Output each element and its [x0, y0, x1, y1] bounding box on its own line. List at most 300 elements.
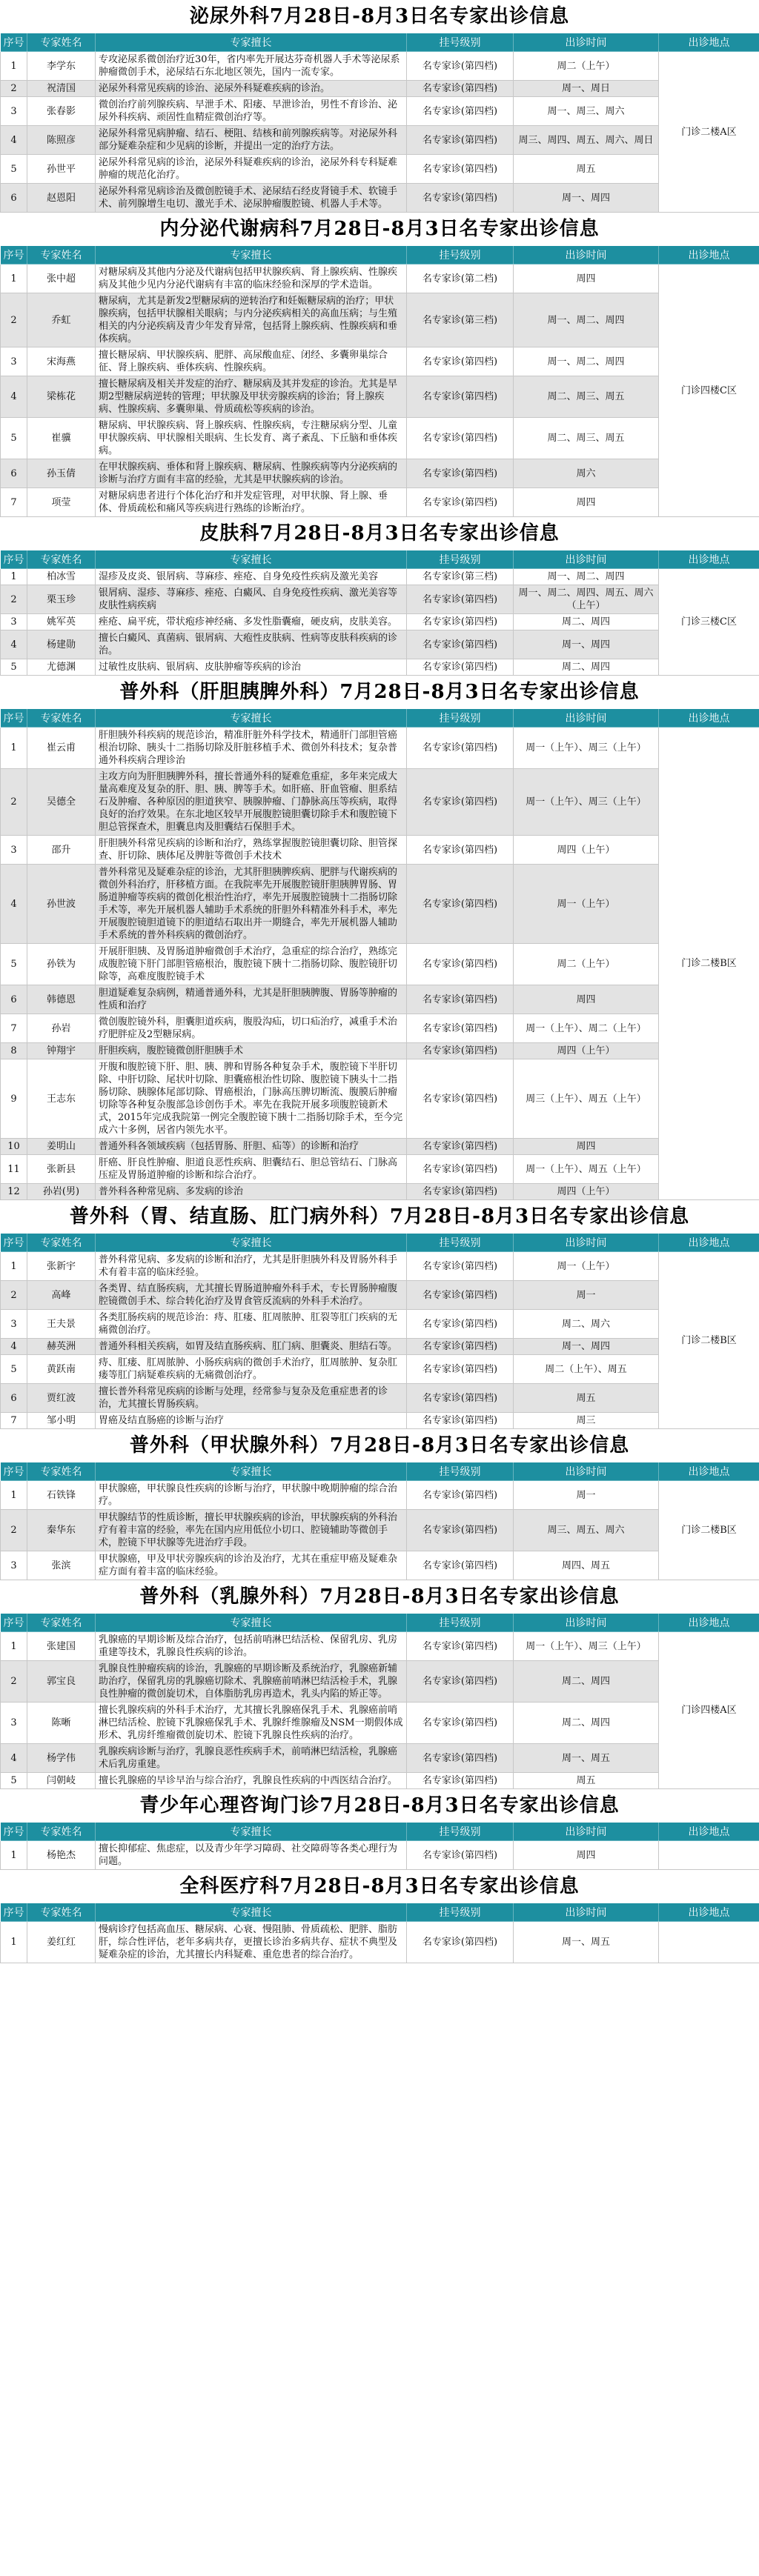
doctor-specialty: 微创治疗前列腺疾病、早泄手术、阳痿、早泄诊治，男性不育诊治、泌尿外科疾病、顽固性血精症微创治疗等。	[96, 97, 407, 126]
doctor-name: 孙岩(男)	[27, 1184, 96, 1200]
doctor-name: 闫朝岐	[27, 1773, 96, 1789]
registration-level: 名专家诊(第四档)	[407, 1155, 514, 1184]
doctor-specialty: 乳腺良性肿瘤疾病的诊治，乳腺癌的早期诊断及系统治疗，乳腺癌新辅助治疗，保留乳房的乳腺癌切除术、乳腺癌前哨淋巴结活检手术，乳腺良性肿瘤的微创旋切术，自体脂肪乳房再造术，乳头内陷的矫正等。	[96, 1661, 407, 1703]
table-row	[1, 459, 759, 488]
row-seq: 2	[1, 293, 27, 347]
header-level: 挂号级别	[407, 1614, 514, 1632]
table-row	[1, 184, 759, 213]
doctor-name: 孙铁为	[27, 944, 96, 985]
table-row	[1, 1155, 759, 1184]
doctor-specialty: 湿疹及皮炎、银屑病、荨麻疹、痤疮、自身免疫性疾病及激光美容	[96, 569, 407, 585]
registration-level: 名专家诊(第四档)	[407, 126, 514, 155]
clinic-time: 周一（上午）	[514, 865, 659, 944]
row-seq: 6	[1, 1384, 27, 1413]
doctor-name: 邹小明	[27, 1413, 96, 1429]
row-seq: 11	[1, 1155, 27, 1184]
clinic-location	[659, 1922, 759, 1963]
clinic-time: 周五	[514, 1773, 659, 1789]
header-location: 出诊地点	[659, 1234, 759, 1252]
table-row	[1, 1632, 759, 1661]
schedule-table	[0, 1903, 759, 1963]
doctor-name: 姜红红	[27, 1922, 96, 1963]
header-specialty: 专家擅长	[96, 1903, 407, 1922]
section-title: 普外科（甲状腺外科）7月28日-8月3日名专家出诊信息	[0, 1429, 759, 1462]
doctor-specialty: 银屑病、湿疹、荨麻疹、痤疮、白癜风、自身免疫性疾病、激光美容等皮肤性病疾病	[96, 585, 407, 614]
header-name: 专家姓名	[27, 1614, 96, 1632]
clinic-location	[659, 1841, 759, 1870]
row-seq: 6	[1, 985, 27, 1014]
registration-level: 名专家诊(第四档)	[407, 630, 514, 659]
row-seq: 3	[1, 836, 27, 865]
doctor-name: 高峰	[27, 1281, 96, 1310]
registration-level: 名专家诊(第四档)	[407, 1773, 514, 1789]
row-seq: 8	[1, 1043, 27, 1059]
header-seq: 序号	[1, 33, 27, 52]
registration-level: 名专家诊(第四档)	[407, 155, 514, 184]
row-seq: 5	[1, 1773, 27, 1789]
doctor-name: 张滨	[27, 1551, 96, 1580]
doctor-specialty: 甲状腺结节的性质诊断，擅长甲状腺疾病的诊治，甲状腺疾病的外科治疗有着丰富的经验，率先在国内应用低位小切口、腔镜辅助等微创手术，腔镜下甲状腺等先进治疗手段。	[96, 1510, 407, 1551]
header-time: 出诊时间	[514, 1823, 659, 1841]
doctor-name: 张建国	[27, 1632, 96, 1661]
registration-level: 名专家诊(第四档)	[407, 836, 514, 865]
header-seq: 序号	[1, 1462, 27, 1481]
header-seq: 序号	[1, 1614, 27, 1632]
doctor-specialty: 对糖尿病患者进行个体化治疗和并发症管理，对甲状腺、肾上腺、垂体、骨质疏松和痛风等疾病进行熟练的诊断治疗。	[96, 488, 407, 517]
registration-level: 名专家诊(第四档)	[407, 614, 514, 630]
row-seq: 7	[1, 1413, 27, 1429]
doctor-specialty: 微创腹腔镜外科，胆囊胆道疾病，腹股沟疝，切口疝治疗，减重手术治疗肥胖症及2型糖尿病。	[96, 1014, 407, 1043]
header-name: 专家姓名	[27, 550, 96, 569]
table-row	[1, 630, 759, 659]
clinic-time: 周二、周三、周五	[514, 376, 659, 418]
registration-level: 名专家诊(第四档)	[407, 1481, 514, 1510]
table-row	[1, 614, 759, 630]
doctor-specialty: 普外科常见及疑难杂症的诊治，尤其肝胆胰脾疾病、肥胖与代谢疾病的微创外科治疗，肝移植方面。在我院率先开展腹腔镜肝胆胰脾胃肠、胃肠道肿瘤等疾病的微创化根治性治疗，率先开展腹腔镜胰十二指肠切除手术等，率先开展机器人辅助手术系统的肝胆外科精准外科手术，率先开展腹腔镜胆道镜下的胆道结石取出并一期缝合，率先开展机器人辅助手术系统的普外科疾病的微创治疗。	[96, 865, 407, 944]
doctor-name: 黄跃南	[27, 1355, 96, 1384]
table-header	[1, 1614, 759, 1632]
table-row	[1, 1355, 759, 1384]
header-name: 专家姓名	[27, 33, 96, 52]
doctor-name: 孙玉倩	[27, 459, 96, 488]
clinic-time: 周五	[514, 155, 659, 184]
clinic-time: 周三、周五、周六	[514, 1510, 659, 1551]
table-header	[1, 709, 759, 728]
clinic-time: 周四	[514, 264, 659, 293]
schedule-table	[0, 33, 759, 213]
clinic-time: 周三（上午）、周五（上午）	[514, 1059, 659, 1139]
header-specialty: 专家擅长	[96, 709, 407, 728]
doctor-name: 姜明山	[27, 1139, 96, 1155]
header-level: 挂号级别	[407, 1823, 514, 1841]
table-row	[1, 1661, 759, 1703]
row-seq: 3	[1, 1703, 27, 1744]
row-seq: 12	[1, 1184, 27, 1200]
clinic-time: 周二、周六	[514, 1310, 659, 1339]
registration-level: 名专家诊(第三档)	[407, 293, 514, 347]
table-header	[1, 33, 759, 52]
registration-level: 名专家诊(第四档)	[407, 459, 514, 488]
doctor-specialty: 肝癌、肝良性肿瘤、胆道良恶性疾病、胆囊结石、胆总管结石、门脉高压症及胃肠道肿瘤的诊断和综合治疗。	[96, 1155, 407, 1184]
doctor-name: 柏冰雪	[27, 569, 96, 585]
clinic-time: 周四（上午）	[514, 836, 659, 865]
registration-level: 名专家诊(第四档)	[407, 865, 514, 944]
header-level: 挂号级别	[407, 1903, 514, 1922]
table-header	[1, 1903, 759, 1922]
registration-level: 名专家诊(第四档)	[407, 1310, 514, 1339]
doctor-specialty: 对糖尿病及其他内分泌及代谢病包括甲状腺疾病、肾上腺疾病、性腺疾病及其他少见内分泌代谢病有丰富的临床经验和深厚的学术造诣。	[96, 264, 407, 293]
clinic-time: 周一（上午）、周三（上午）	[514, 769, 659, 836]
table-row	[1, 1252, 759, 1281]
doctor-specialty: 在甲状腺疾病、垂体和肾上腺疾病、糖尿病、性腺疾病等内分泌疾病的诊断与治疗方面有丰富的经验，尤其是甲状腺疾病的诊治。	[96, 459, 407, 488]
table-row	[1, 585, 759, 614]
header-location: 出诊地点	[659, 550, 759, 569]
row-seq: 2	[1, 585, 27, 614]
doctor-name: 张中超	[27, 264, 96, 293]
table-row	[1, 1384, 759, 1413]
table-row	[1, 488, 759, 517]
table-row	[1, 1841, 759, 1870]
clinic-time: 周一（上午）、周二（上午）	[514, 1014, 659, 1043]
header-time: 出诊时间	[514, 246, 659, 264]
row-seq: 7	[1, 488, 27, 517]
registration-level: 名专家诊(第四档)	[407, 1043, 514, 1059]
doctor-name: 杨建勋	[27, 630, 96, 659]
doctor-name: 杨学伟	[27, 1744, 96, 1773]
registration-level: 名专家诊(第四档)	[407, 184, 514, 213]
doctor-name: 贾红波	[27, 1384, 96, 1413]
clinic-time: 周一（上午）、周三（上午）	[514, 1632, 659, 1661]
section-title: 普外科（乳腺外科）7月28日-8月3日名专家出诊信息	[0, 1580, 759, 1613]
registration-level: 名专家诊(第四档)	[407, 1059, 514, 1139]
table-row	[1, 1510, 759, 1551]
doctor-specialty: 普通外科相关疾病，如胃及结直肠疾病、肛门病、胆囊炎、胆结石等。	[96, 1339, 407, 1355]
table-row	[1, 836, 759, 865]
header-location: 出诊地点	[659, 1614, 759, 1632]
schedule-table	[0, 1233, 759, 1429]
doctor-name: 赫英洲	[27, 1339, 96, 1355]
doctor-specialty: 普通外科各领域疾病（包括胃肠、肝胆、疝等）的诊断和治疗	[96, 1139, 407, 1155]
clinic-time: 周一、周二、周四、周五、周六（上午）	[514, 585, 659, 614]
header-level: 挂号级别	[407, 550, 514, 569]
row-seq: 6	[1, 184, 27, 213]
doctor-specialty: 糖尿病，尤其是新发2型糖尿病的逆转治疗和妊娠糖尿病的治疗；甲状腺疾病，包括甲状腺相关眼病；与内分泌疾病相关的高血压病；与生殖相关的内分泌疾病及青少年发育异常，包括肾上腺疾病、性腺疾病和垂体疾病。	[96, 293, 407, 347]
registration-level: 名专家诊(第四档)	[407, 769, 514, 836]
table-row	[1, 1059, 759, 1139]
clinic-time: 周四、周五	[514, 1551, 659, 1580]
section-title: 青少年心理咨询门诊7月28日-8月3日名专家出诊信息	[0, 1789, 759, 1822]
header-level: 挂号级别	[407, 709, 514, 728]
doctor-specialty: 乳腺癌的早期诊断及综合治疗，包括前哨淋巴结活检、保留乳房、乳房重建等技术，乳腺良性疾病的诊治。	[96, 1632, 407, 1661]
header-level: 挂号级别	[407, 1462, 514, 1481]
row-seq: 1	[1, 569, 27, 585]
header-name: 专家姓名	[27, 1234, 96, 1252]
registration-level: 名专家诊(第四档)	[407, 1339, 514, 1355]
row-seq: 5	[1, 155, 27, 184]
clinic-location: 门诊二楼B区	[659, 1481, 759, 1580]
row-seq: 1	[1, 1481, 27, 1510]
registration-level: 名专家诊(第四档)	[407, 488, 514, 517]
clinic-time: 周四	[514, 1841, 659, 1870]
section-title: 泌尿外科7月28日-8月3日名专家出诊信息	[0, 0, 759, 33]
table-row	[1, 81, 759, 97]
header-name: 专家姓名	[27, 1903, 96, 1922]
table-row	[1, 126, 759, 155]
clinic-time: 周四（上午）	[514, 1184, 659, 1200]
header-name: 专家姓名	[27, 1462, 96, 1481]
clinic-time: 周二、周四	[514, 1661, 659, 1703]
doctor-name: 祝清国	[27, 81, 96, 97]
row-seq: 1	[1, 728, 27, 769]
header-specialty: 专家擅长	[96, 1614, 407, 1632]
clinic-time: 周二（上午）	[514, 944, 659, 985]
doctor-specialty: 专攻泌尿系微创治疗近30年，省内率先开展达芬奇机器人手术等泌尿系肿瘤微创手术，泌尿结石东北地区领先，国内一流专家。	[96, 52, 407, 81]
clinic-time: 周二、周三、周五	[514, 418, 659, 459]
doctor-name: 张春影	[27, 97, 96, 126]
doctor-specialty: 过敏性皮肤病、银屑病、皮肤肿瘤等疾病的诊治	[96, 659, 407, 676]
doctor-specialty: 擅长糖尿病及相关并发症的治疗、糖尿病及其并发症的诊治。尤其是早期2型糖尿病逆转的管理；甲状腺及甲状旁腺疾病的诊治；肾上腺疾病、性腺疾病、多囊卵巢、骨质疏松等疾病的诊治。	[96, 376, 407, 418]
header-seq: 序号	[1, 1234, 27, 1252]
doctor-specialty: 乳腺疾病诊断与治疗，乳腺良恶性疾病手术，前哨淋巴结活检，乳腺癌术后乳房重建。	[96, 1744, 407, 1773]
table-row	[1, 1744, 759, 1773]
registration-level: 名专家诊(第四档)	[407, 97, 514, 126]
header-specialty: 专家擅长	[96, 550, 407, 569]
clinic-time: 周一、周日	[514, 81, 659, 97]
row-seq: 1	[1, 1252, 27, 1281]
schedule-table	[0, 708, 759, 1200]
row-seq: 5	[1, 944, 27, 985]
row-seq: 3	[1, 347, 27, 376]
header-name: 专家姓名	[27, 1823, 96, 1841]
doctor-specialty: 擅长抑郁症、焦虑症，以及青少年学习障碍、社交障碍等各类心理行为问题。	[96, 1841, 407, 1870]
clinic-time: 周一、周三、周六	[514, 97, 659, 126]
doctor-name: 崔骥	[27, 418, 96, 459]
clinic-time: 周一、周五	[514, 1744, 659, 1773]
schedule-table	[0, 1822, 759, 1870]
doctor-name: 张新宇	[27, 1252, 96, 1281]
table-row	[1, 52, 759, 81]
clinic-time: 周四（上午）	[514, 1043, 659, 1059]
doctor-name: 乔虹	[27, 293, 96, 347]
doctor-name: 邵升	[27, 836, 96, 865]
header-location: 出诊地点	[659, 246, 759, 264]
doctor-specialty: 甲状腺癌，甲及甲状旁腺疾病的诊治及治疗，尤其在重症甲癌及疑难杂症方面有着丰富的临床经验。	[96, 1551, 407, 1580]
registration-level: 名专家诊(第四档)	[407, 728, 514, 769]
row-seq: 3	[1, 1310, 27, 1339]
clinic-location: 门诊二楼B区	[659, 728, 759, 1200]
header-name: 专家姓名	[27, 246, 96, 264]
doctor-name: 吴德全	[27, 769, 96, 836]
registration-level: 名专家诊(第四档)	[407, 1184, 514, 1200]
clinic-location: 门诊四楼C区	[659, 264, 759, 517]
table-header	[1, 1234, 759, 1252]
table-header	[1, 1823, 759, 1841]
doctor-specialty: 肝胆胰外科常见疾病的诊断和治疗，熟练掌握腹腔镜胆囊切除、胆管探查、肝切除、胰体尾及脾脏等微创手术技术	[96, 836, 407, 865]
table-row	[1, 155, 759, 184]
table-row	[1, 293, 759, 347]
doctor-name: 石铁锋	[27, 1481, 96, 1510]
doctor-specialty: 擅长白癜风、真菌病、银屑病、大疱性皮肤病、性病等皮肤科疾病的诊治。	[96, 630, 407, 659]
table-row	[1, 1551, 759, 1580]
registration-level: 名专家诊(第四档)	[407, 944, 514, 985]
doctor-name: 韩德恩	[27, 985, 96, 1014]
row-seq: 2	[1, 1510, 27, 1551]
clinic-time: 周一、周四	[514, 630, 659, 659]
table-row	[1, 1481, 759, 1510]
clinic-time: 周五	[514, 1384, 659, 1413]
row-seq: 1	[1, 1841, 27, 1870]
clinic-time: 周一（上午）、周三（上午）	[514, 728, 659, 769]
clinic-time: 周三、周四、周五、周六、周日	[514, 126, 659, 155]
registration-level: 名专家诊(第四档)	[407, 1744, 514, 1773]
clinic-time: 周一、周二、周四	[514, 569, 659, 585]
table-row	[1, 347, 759, 376]
row-seq: 5	[1, 1355, 27, 1384]
doctor-specialty: 擅长乳腺癌的早诊早治与综合治疗，乳腺良性疾病的中西医结合治疗。	[96, 1773, 407, 1789]
registration-level: 名专家诊(第四档)	[407, 1014, 514, 1043]
clinic-time: 周一（上午）、周五（上午）	[514, 1155, 659, 1184]
row-seq: 10	[1, 1139, 27, 1155]
row-seq: 3	[1, 97, 27, 126]
doctor-name: 李学东	[27, 52, 96, 81]
header-location: 出诊地点	[659, 1462, 759, 1481]
header-time: 出诊时间	[514, 1462, 659, 1481]
section-title: 全科医疗科7月28日-8月3日名专家出诊信息	[0, 1870, 759, 1903]
registration-level: 名专家诊(第四档)	[407, 1551, 514, 1580]
doctor-name: 崔云甫	[27, 728, 96, 769]
header-specialty: 专家擅长	[96, 1823, 407, 1841]
doctor-name: 钟翔宇	[27, 1043, 96, 1059]
clinic-time: 周一、周五	[514, 1922, 659, 1963]
row-seq: 4	[1, 630, 27, 659]
table-row	[1, 1413, 759, 1429]
registration-level: 名专家诊(第二档)	[407, 264, 514, 293]
clinic-time: 周一、周四	[514, 184, 659, 213]
row-seq: 2	[1, 1661, 27, 1703]
row-seq: 1	[1, 1922, 27, 1963]
row-seq: 5	[1, 418, 27, 459]
row-seq: 4	[1, 1339, 27, 1355]
table-header	[1, 550, 759, 569]
header-time: 出诊时间	[514, 1903, 659, 1922]
doctor-specialty: 泌尿外科常见病肿瘤、结石、梗阻、结核和前列腺疾病等。对泌尿外科部分疑难杂症和少见病的诊断，并提出一定的治疗方法。	[96, 126, 407, 155]
schedule-table	[0, 550, 759, 676]
doctor-specialty: 普外科常见病、多发病的诊断和治疗，尤其是肝胆胰外科及胃肠外科手术有着丰富的临床经验。	[96, 1252, 407, 1281]
doctor-name: 梁栋花	[27, 376, 96, 418]
table-row	[1, 1339, 759, 1355]
header-level: 挂号级别	[407, 1234, 514, 1252]
doctor-specialty: 痤疮、扁平疣，带状疱疹神经痛、多发性脂囊瘤，硬皮病，皮肤美容。	[96, 614, 407, 630]
doctor-name: 赵恩阳	[27, 184, 96, 213]
header-time: 出诊时间	[514, 550, 659, 569]
clinic-time: 周二、周四	[514, 659, 659, 676]
clinic-time: 周一	[514, 1281, 659, 1310]
table-row	[1, 1773, 759, 1789]
header-specialty: 专家擅长	[96, 246, 407, 264]
registration-level: 名专家诊(第四档)	[407, 1252, 514, 1281]
registration-level: 名专家诊(第四档)	[407, 81, 514, 97]
clinic-time: 周六	[514, 459, 659, 488]
header-specialty: 专家擅长	[96, 33, 407, 52]
doctor-specialty: 擅长乳腺疾病的外科手术治疗，尤其擅长乳腺癌保乳手术、乳腺癌前哨淋巴结活检、腔镜下乳腺癌保乳手术、乳腺纤维腺瘤及NSM一期假体成形术、乳房纤维瘤微创旋切术、腔镜下乳腺良性疾病的治疗。	[96, 1703, 407, 1744]
doctor-specialty: 肝胆胰外科疾病的规范诊治，精准肝脏外科学技术，精通肝门部胆管癌根治切除、胰头十二指肠切除及肝脏移植手术、微创外科技术；复杂普通外科疾病合理诊治	[96, 728, 407, 769]
doctor-name: 秦华东	[27, 1510, 96, 1551]
row-seq: 6	[1, 459, 27, 488]
schedule-table	[0, 1462, 759, 1580]
table-header	[1, 246, 759, 264]
clinic-time: 周二、周四	[514, 614, 659, 630]
doctor-specialty: 普外科各种常见病、多发病的诊治	[96, 1184, 407, 1200]
doctor-name: 张新县	[27, 1155, 96, 1184]
clinic-time: 周二、周四	[514, 1703, 659, 1744]
header-location: 出诊地点	[659, 709, 759, 728]
header-specialty: 专家擅长	[96, 1234, 407, 1252]
table-row	[1, 1922, 759, 1963]
registration-level: 名专家诊(第四档)	[407, 1703, 514, 1744]
doctor-name: 王志东	[27, 1059, 96, 1139]
doctor-specialty: 各类胃、结直肠疾病，尤其擅长胃肠道肿瘤外科手术，专长胃肠肿瘤腹腔镜微创手术、综合转化治疗及胃食管反流病的外科手术治疗。	[96, 1281, 407, 1310]
header-seq: 序号	[1, 246, 27, 264]
clinic-time: 周四	[514, 488, 659, 517]
row-seq: 3	[1, 614, 27, 630]
doctor-name: 王夫景	[27, 1310, 96, 1339]
table-row	[1, 659, 759, 676]
doctor-specialty: 甲状腺癌，甲状腺良性疾病的诊断与治疗，甲状腺中晚期肿瘤的综合治疗。	[96, 1481, 407, 1510]
registration-level: 名专家诊(第四档)	[407, 659, 514, 676]
doctor-name: 姚军英	[27, 614, 96, 630]
registration-level: 名专家诊(第四档)	[407, 1355, 514, 1384]
doctor-specialty: 泌尿外科常见疾病的诊治、泌尿外科疑难疾病的诊治。	[96, 81, 407, 97]
header-location: 出诊地点	[659, 1823, 759, 1841]
registration-level: 名专家诊(第四档)	[407, 985, 514, 1014]
header-time: 出诊时间	[514, 1614, 659, 1632]
row-seq: 4	[1, 1744, 27, 1773]
section-title: 普外科（肝胆胰脾外科）7月28日-8月3日名专家出诊信息	[0, 676, 759, 708]
doctor-name: 尤德渊	[27, 659, 96, 676]
schedule-table	[0, 245, 759, 517]
doctor-specialty: 各类肛肠疾病的规范诊治：痔、肛瘘、肛周脓肿、肛裂等肛门疾病的无痛微创治疗。	[96, 1310, 407, 1339]
clinic-time: 周四	[514, 985, 659, 1014]
registration-level: 名专家诊(第四档)	[407, 1632, 514, 1661]
doctor-specialty: 糖尿病、甲状腺疾病、肾上腺疾病、性腺疾病，专注糖尿病分型、儿童甲状腺疾病、甲状腺相关眼病、生长发育、离子紊乱、下丘脑和垂体疾病。	[96, 418, 407, 459]
section-title: 普外科（胃、结直肠、肛门病外科）7月28日-8月3日名专家出诊信息	[0, 1200, 759, 1233]
doctor-name: 陈照彦	[27, 126, 96, 155]
section-title: 内分泌代谢病科7月28日-8月3日名专家出诊信息	[0, 213, 759, 245]
table-row	[1, 944, 759, 985]
clinic-location: 门诊四楼A区	[659, 1632, 759, 1789]
table-row	[1, 1310, 759, 1339]
doctor-specialty: 擅长糖尿病、甲状腺疾病、肥胖、高尿酸血症、闭经、多囊卵巢综合征、肾上腺疾病、垂体疾病、性腺疾病。	[96, 347, 407, 376]
header-name: 专家姓名	[27, 709, 96, 728]
header-level: 挂号级别	[407, 246, 514, 264]
registration-level: 名专家诊(第四档)	[407, 1922, 514, 1963]
clinic-time: 周二（上午）、周五	[514, 1355, 659, 1384]
doctor-name: 孙世平	[27, 155, 96, 184]
registration-level: 名专家诊(第四档)	[407, 376, 514, 418]
table-row	[1, 1139, 759, 1155]
row-seq: 3	[1, 1551, 27, 1580]
registration-level: 名专家诊(第四档)	[407, 52, 514, 81]
clinic-location: 门诊二楼B区	[659, 1252, 759, 1429]
table-row	[1, 1703, 759, 1744]
doctor-specialty: 痔、肛瘘、肛周脓肿、小肠疾病病的微创手术治疗，肛周脓肿、复杂肛瘘等肛门病疑难疾病的无痛微创治疗。	[96, 1355, 407, 1384]
schedule-table	[0, 1613, 759, 1789]
table-row	[1, 376, 759, 418]
registration-level: 名专家诊(第四档)	[407, 1661, 514, 1703]
clinic-time: 周三	[514, 1413, 659, 1429]
registration-level: 名专家诊(第四档)	[407, 1139, 514, 1155]
header-time: 出诊时间	[514, 1234, 659, 1252]
